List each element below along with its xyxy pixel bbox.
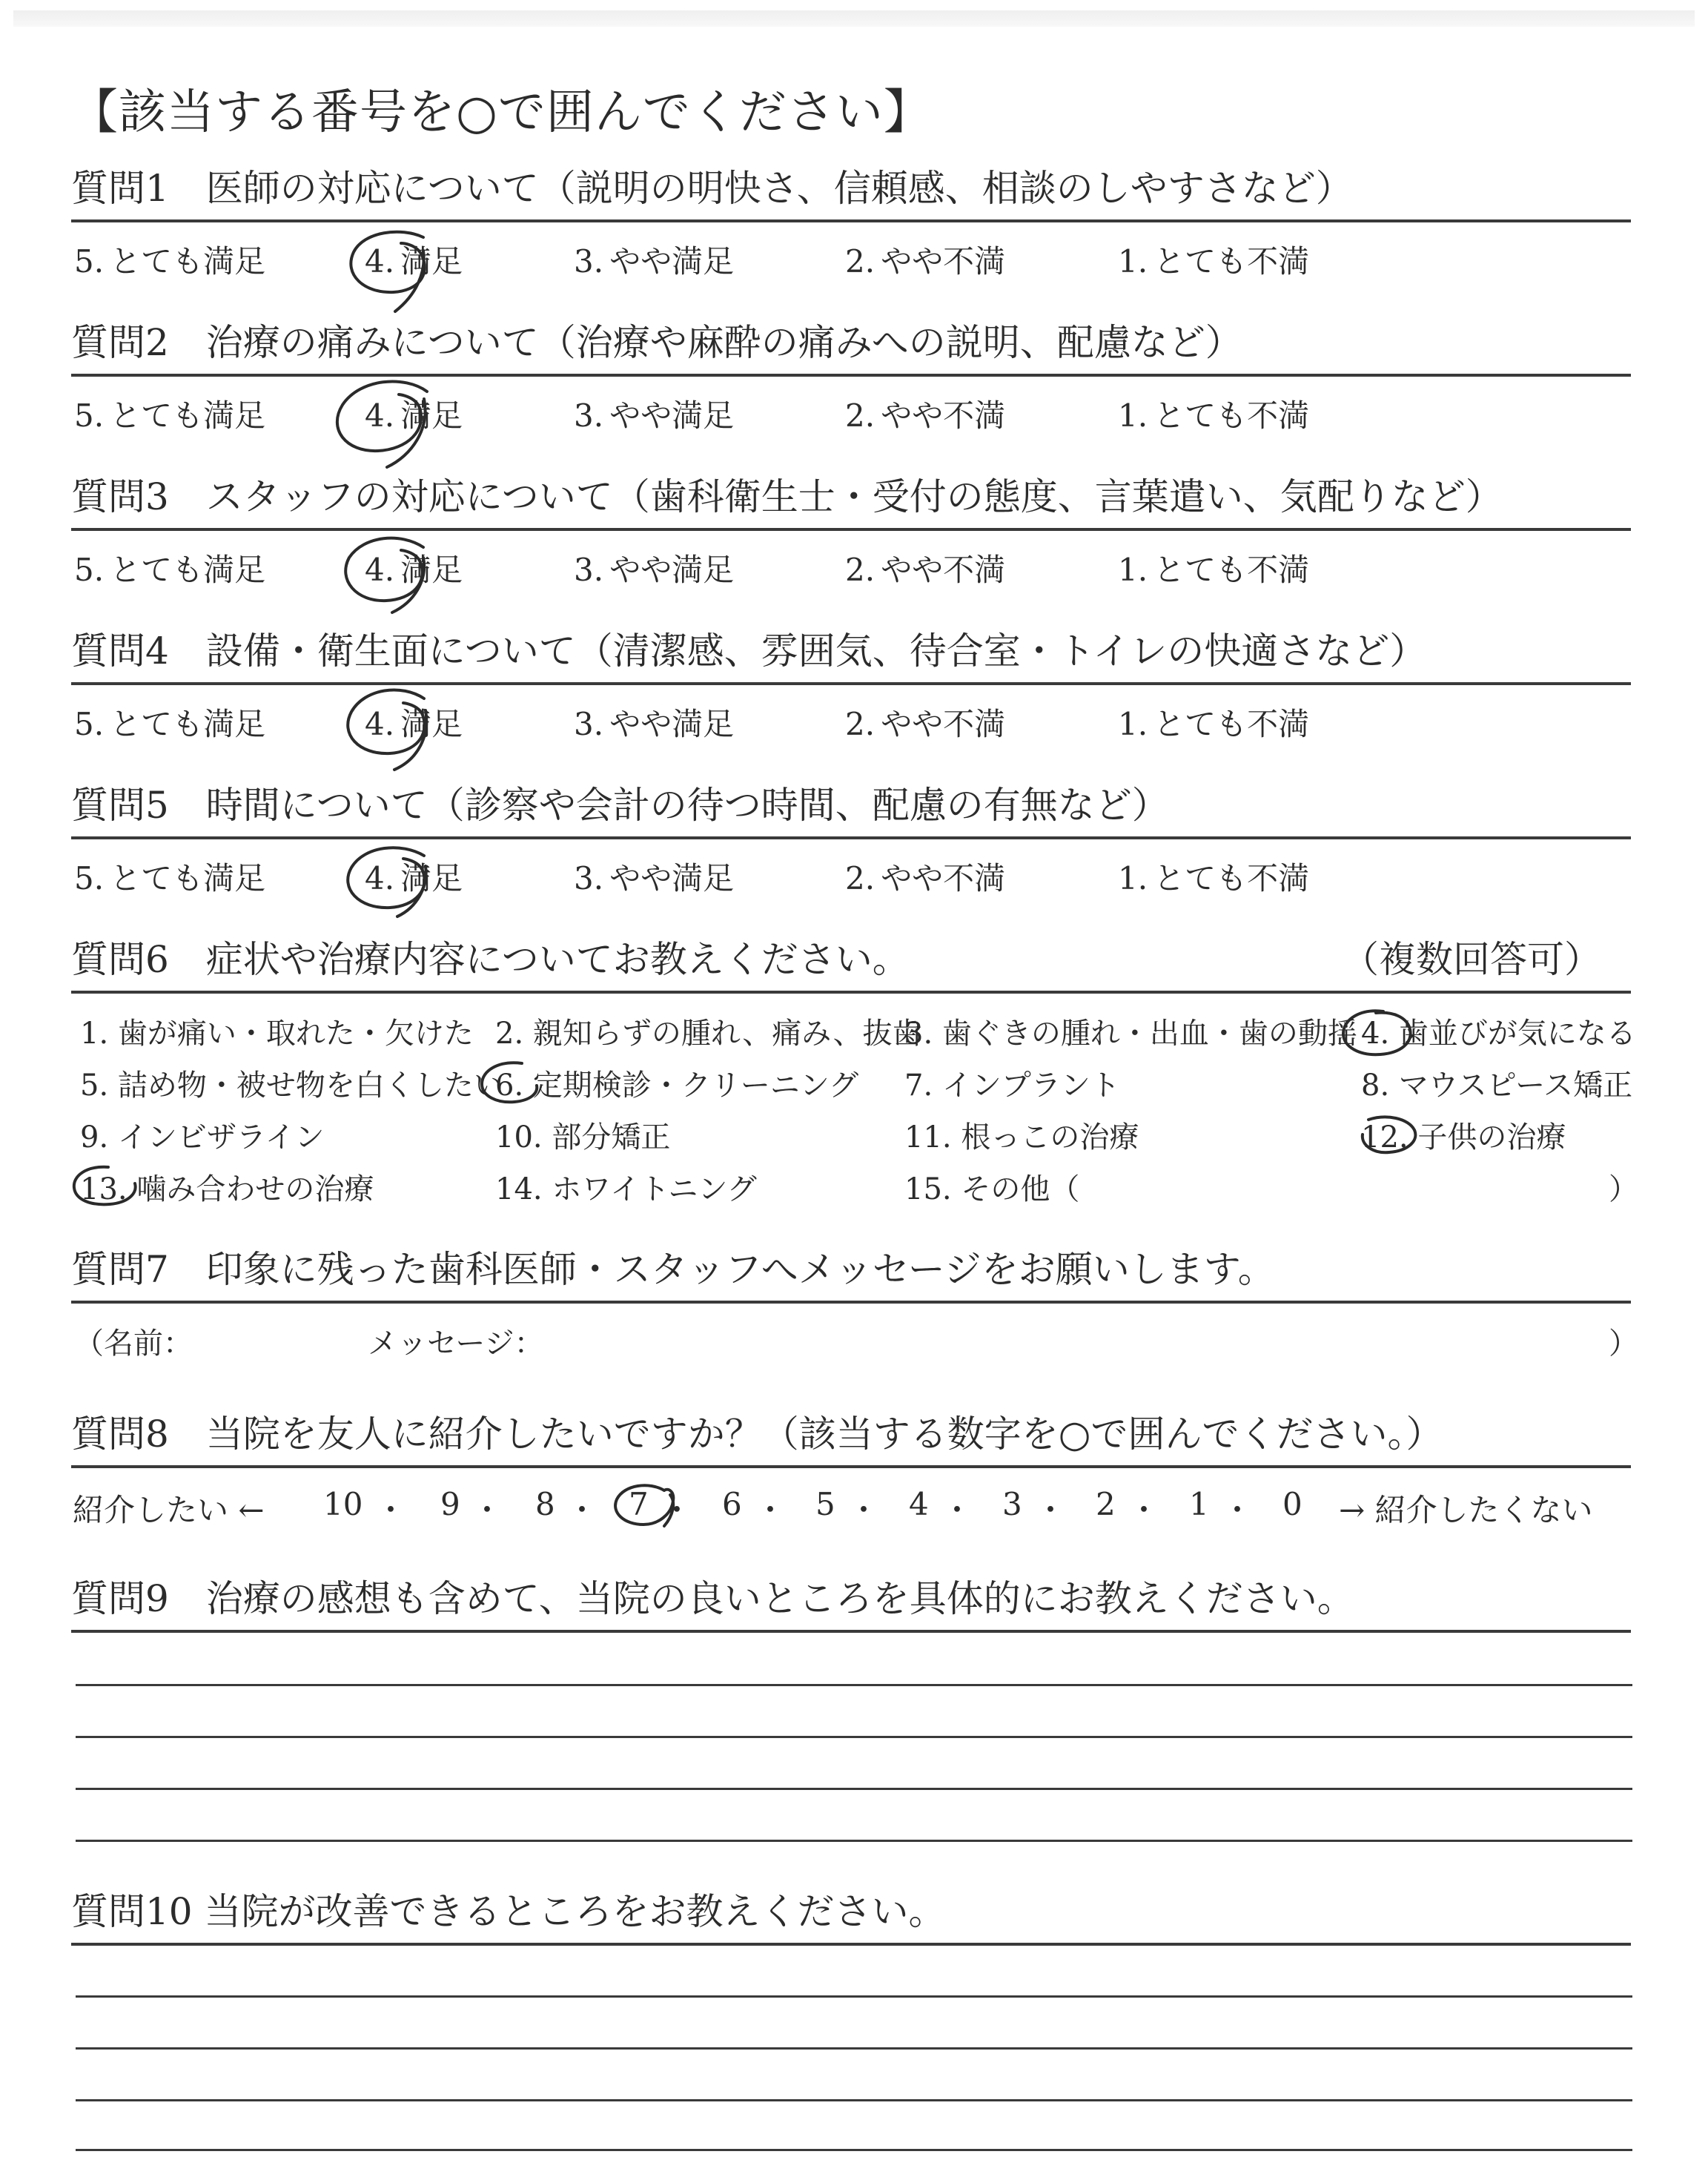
q8-scale-0[interactable]: 0 [1282,1486,1302,1522]
q6-option-12[interactable]: 12. 子供の治療 [1361,1120,1566,1155]
q4-option-1[interactable]: 1. とても不満 [1118,706,1310,742]
q4-option-2[interactable]: 2. やや不満 [845,706,1006,742]
question-1 [71,156,1631,308]
question-6-title: 質問6 症状や治療内容についてお教えください。 [71,938,910,981]
q8-scale-8[interactable]: 8 [535,1486,555,1522]
question-7-title: 質問7 印象に残った歯科医師・スタッフへメッセージをお願いします。 [71,1248,1275,1291]
q9-write-line[interactable] [76,1736,1632,1738]
q6-option-14[interactable]: 14. ホワイトニング [495,1172,757,1206]
q2-option-1[interactable]: 1. とても不満 [1118,397,1310,434]
q6-option-8[interactable]: 8. マウスピース矯正 [1361,1069,1633,1103]
q5-option-1[interactable]: 1. とても不満 [1118,860,1310,896]
q7-message-label: メッセージ： [368,1327,544,1361]
question-3-header [71,464,1631,531]
q6-option-2[interactable]: 2. 親知らずの腫れ、痛み、抜歯 [495,1017,922,1051]
question-8 [71,1401,1631,1550]
question-2-rule [71,374,1631,377]
q8-sep: ・ [941,1492,973,1528]
question-9-header [71,1566,1631,1633]
q8-scale-5[interactable]: 5 [815,1486,835,1522]
q6-option-10[interactable]: 10. 部分矯正 [495,1120,671,1155]
question-7 [71,1237,1638,1370]
q10-write-line[interactable] [76,2099,1632,2101]
q9-write-line[interactable] [76,1788,1632,1790]
q6-option-3[interactable]: 3. 歯ぐきの腫れ・出血・歯の動揺 [904,1017,1357,1051]
question-5-title: 質問5 時間について（診察や会計の待つ時間、配慮の有無など） [71,784,1169,827]
q8-scale-1[interactable]: 1 [1189,1486,1209,1522]
q8-scale-3[interactable]: 3 [1002,1486,1022,1522]
question-3 [71,464,1631,617]
q6-option-4[interactable]: 4. 歯並びが気になる [1361,1017,1636,1051]
question-5-header [71,773,1631,839]
q8-sep: ・ [848,1492,880,1528]
question-2-header [71,310,1631,377]
question-6-note: （複数回答可） [1342,938,1601,981]
question-1-title: 質問1 医師の対応について（説明の明快さ、信頼感、相談のしやすさなど） [71,167,1353,210]
q6-option-6[interactable]: 6. 定期検診・クリーニング [495,1069,859,1103]
q5-option-4[interactable]: 4. 満足 [365,860,463,896]
question-4 [71,618,1631,771]
question-7-header [71,1237,1631,1304]
q10-write-line[interactable] [76,2149,1632,2151]
q2-option-2[interactable]: 2. やや不満 [845,397,1006,434]
question-9-title: 質問9 治療の感想も含めて、当院の良いところを具体的にお教えください。 [71,1577,1354,1620]
q7-close-paren: ） [1609,1327,1638,1361]
question-6-rule [71,991,1631,994]
q6-option-11[interactable]: 11. 根っこの治療 [904,1120,1139,1155]
q2-option-5[interactable]: 5. とても満足 [74,397,266,434]
q6-option-9[interactable]: 9. インビザライン [80,1120,325,1155]
question-9-rule [71,1630,1631,1633]
q8-scale-6[interactable]: 6 [722,1486,742,1522]
question-2 [71,310,1631,463]
question-5-rule [71,836,1631,839]
q6-option-5[interactable]: 5. 詰め物・被せ物を白くしたい [80,1069,503,1103]
q6-option-15[interactable]: 15. その他（ [904,1172,1080,1206]
q8-sep: ・ [755,1492,787,1528]
q8-sep: ・ [566,1492,598,1528]
q8-scale [71,1486,1631,1530]
question-2-title: 質問2 治療の痛みについて（治療や麻酔の痛みへの説明、配慮など） [71,321,1242,364]
q9-write-line[interactable] [76,1684,1632,1686]
q8-sep: ・ [1035,1492,1067,1528]
question-6 [71,927,1638,1209]
question-10 [71,1879,1631,1953]
question-9 [71,1566,1631,1640]
q4-option-4[interactable]: 4. 満足 [365,706,463,742]
q6-option-7[interactable]: 7. インプラント [904,1069,1120,1103]
q8-sep: ・ [1222,1492,1254,1528]
question-4-title: 質問4 設備・衛生面について（清潔感、雰囲気、待合室・トイレの快適さなど） [71,630,1427,673]
question-10-rule [71,1943,1631,1946]
question-6-header [71,927,1631,994]
question-7-rule [71,1301,1631,1304]
q1-option-2[interactable]: 2. やや不満 [845,243,1006,280]
q1-option-5[interactable]: 5. とても満足 [74,243,266,280]
question-4-rule [71,682,1631,685]
q8-sep: ・ [375,1492,407,1528]
q4-option-3[interactable]: 3. やや満足 [574,706,735,742]
q4-option-5[interactable]: 5. とても満足 [74,706,266,742]
page-title: 【該当する番号を○で囲んでください】 [70,85,932,140]
question-3-title: 質問3 スタッフの対応について（歯科衛生士・受付の態度、言葉遣い、気配りなど） [71,475,1503,518]
q1-option-3[interactable]: 3. やや満足 [574,243,735,280]
question-8-header [71,1401,1631,1468]
q5-option-3[interactable]: 3. やや満足 [574,860,735,896]
q3-option-3[interactable]: 3. やや満足 [574,552,735,588]
q3-option-2[interactable]: 2. やや不満 [845,552,1006,588]
q8-scale-7[interactable]: 7 [629,1486,649,1522]
q6-option-1[interactable]: 1. 歯が痛い・取れた・欠けた [80,1017,474,1051]
q5-option-5[interactable]: 5. とても満足 [74,860,266,896]
q9-write-line[interactable] [76,1840,1632,1842]
q8-scale-10[interactable]: 10 [323,1486,363,1522]
question-1-header [71,156,1631,222]
scan-top-edge [13,10,1695,27]
q3-option-5[interactable]: 5. とても満足 [74,552,266,588]
q8-sep: ・ [1128,1492,1160,1528]
q1-option-1[interactable]: 1. とても不満 [1118,243,1310,280]
q10-write-line[interactable] [76,2047,1632,2050]
q3-option-1[interactable]: 1. とても不満 [1118,552,1310,588]
q8-right-label: → 紹介したくない [1339,1492,1593,1528]
q8-left-label: 紹介したい ← [73,1492,265,1528]
q8-sep: ・ [661,1492,693,1528]
q6-option-15-close: ） [1609,1172,1638,1206]
q8-scale-2[interactable]: 2 [1096,1486,1116,1522]
question-5 [71,773,1631,925]
q3-option-4[interactable]: 4. 満足 [365,552,463,588]
question-8-rule [71,1465,1631,1468]
question-1-rule [71,219,1631,222]
question-4-header [71,618,1631,685]
q8-scale-4[interactable]: 4 [909,1486,929,1522]
q10-write-line[interactable] [76,1995,1632,1998]
q5-option-2[interactable]: 2. やや不満 [845,860,1006,896]
q2-option-4[interactable]: 4. 満足 [365,397,463,434]
question-3-rule [71,528,1631,531]
q2-option-3[interactable]: 3. やや満足 [574,397,735,434]
q1-option-4[interactable]: 4. 満足 [365,243,463,280]
q7-name-label: （名前： [74,1327,193,1361]
q6-option-13[interactable]: 13. 噛み合わせの治療 [80,1172,374,1206]
question-10-header [71,1879,1631,1946]
q8-scale-9[interactable]: 9 [440,1486,460,1522]
q8-sep: ・ [471,1492,503,1528]
question-10-title: 質問10 当院が改善できるところをお教えください。 [71,1890,946,1933]
question-8-title: 質問8 当院を友人に紹介したいですか？（該当する数字を○で囲んでください。） [71,1413,1443,1456]
